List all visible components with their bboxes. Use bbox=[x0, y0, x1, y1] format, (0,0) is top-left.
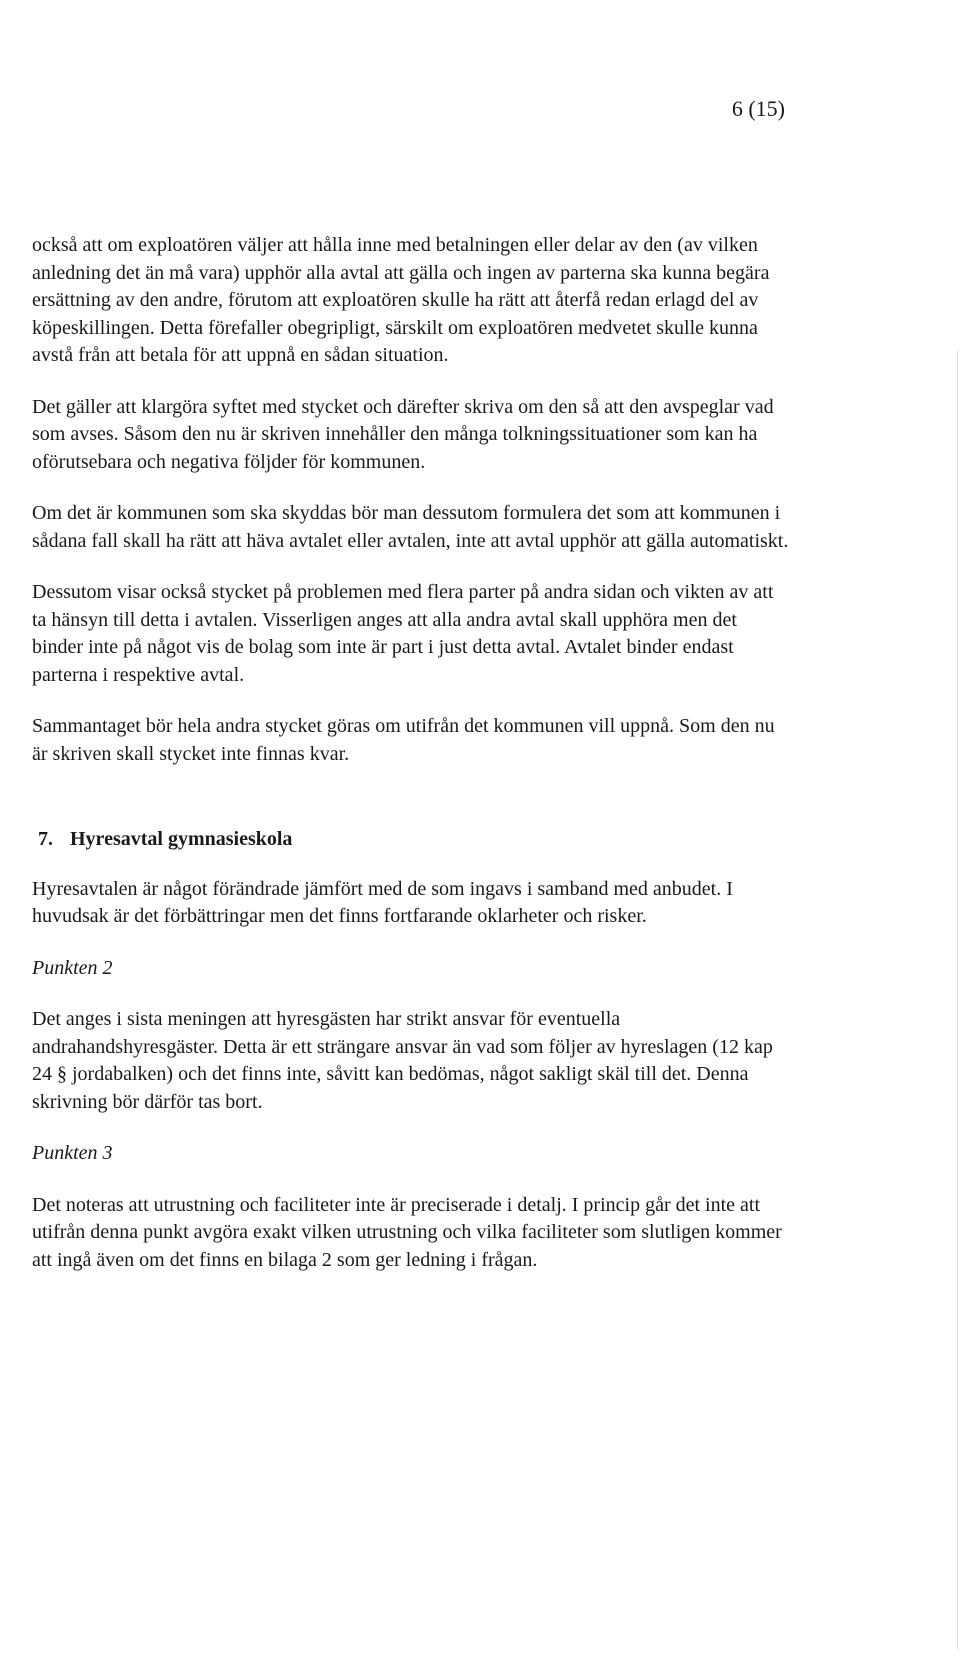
document-body bbox=[32, 232, 792, 1298]
scan-edge-line bbox=[957, 350, 958, 1650]
section-title: Hyresavtal gymnasieskola bbox=[70, 828, 293, 850]
page-number: 6 (15) bbox=[731, 96, 785, 121]
paragraph-sammantaget: Sammantaget bör hela andra stycket göras om utifrån det kommunen vill uppnå. Som den nu är skriven skall stycket inte finnas kvar. bbox=[32, 715, 775, 765]
paragraph-klargora-syftet: Det gäller att klargöra syftet med stycket och därefter skriva om den så att den avspeglar vad som avses. Såsom den nu är skriven innehåller den många tolkningssituationer som kan ha oförutsebara och negativa följder för kommunen. bbox=[32, 395, 774, 473]
section-intro: Hyresavtalen är något förändrade jämfört med de som ingavs i samband med anbudet. I huvudsak är det förbättringar men det finns fortfarande oklarheter och risker. bbox=[32, 877, 733, 927]
subheading-punkten-2: Punkten 2 bbox=[32, 956, 113, 979]
paragraph-punkten-2: Det anges i sista meningen att hyresgästen har strikt ansvar för eventuella andrahandshyresgäster. Detta är ett strängare ansvar än vad som följer av hyreslagen (12 kap 24 § jordabalken) och det finns inte, såvitt kan bedömas, något sakligt skäl till det. Denna skrivning bör därför tas bort. bbox=[32, 1008, 773, 1113]
paragraph-punkten-3: Det noteras att utrustning och faciliteter inte är preciserade i detalj. I princip går det inte att utifrån denna punkt avgöra exakt vilken utrustning och vilka faciliteter som slutligen kommer att ingå även om det finns en bilaga 2 som ger ledning i frågan. bbox=[32, 1193, 782, 1271]
subheading-punkten-3: Punkten 3 bbox=[32, 1142, 113, 1164]
section-number: 7. bbox=[38, 828, 53, 850]
paragraph-kommunen-skyddas: Om det är kommunen som ska skyddas bör man dessutom formulera det som att kommunen i sådana fall skall ha rätt att häva avtalet eller avtalen, inte att avtal upphör att gälla automatiskt. bbox=[32, 502, 789, 552]
section-heading bbox=[32, 826, 792, 854]
paragraph-flera-parter: Dessutom visar också stycket på problemen med flera parter på andra sidan och vikten av att ta hänsyn till detta i avtalen. Visserligen anges att alla andra avtal skall upphöra men det binder inte på något vis de bolag som inte är part i just detta avtal. Avtalet binder endast parterna i respektive avtal. bbox=[32, 581, 774, 686]
paragraph-exploator-betalning: också att om exploatören väljer att hålla inne med betalningen eller delar av den (av vilken anledning det än må vara) upphör alla avtal att gälla och ingen av parterna ska kunna begära ersättning av den andre, förutom att exploatören skulle ha rätt att återfå redan erlagd del av köpeskillingen. Detta förefaller obegripligt, särskilt om exploatören medvetet skulle kunna avstå från att betala för att uppnå en sådan situation. bbox=[32, 234, 770, 366]
